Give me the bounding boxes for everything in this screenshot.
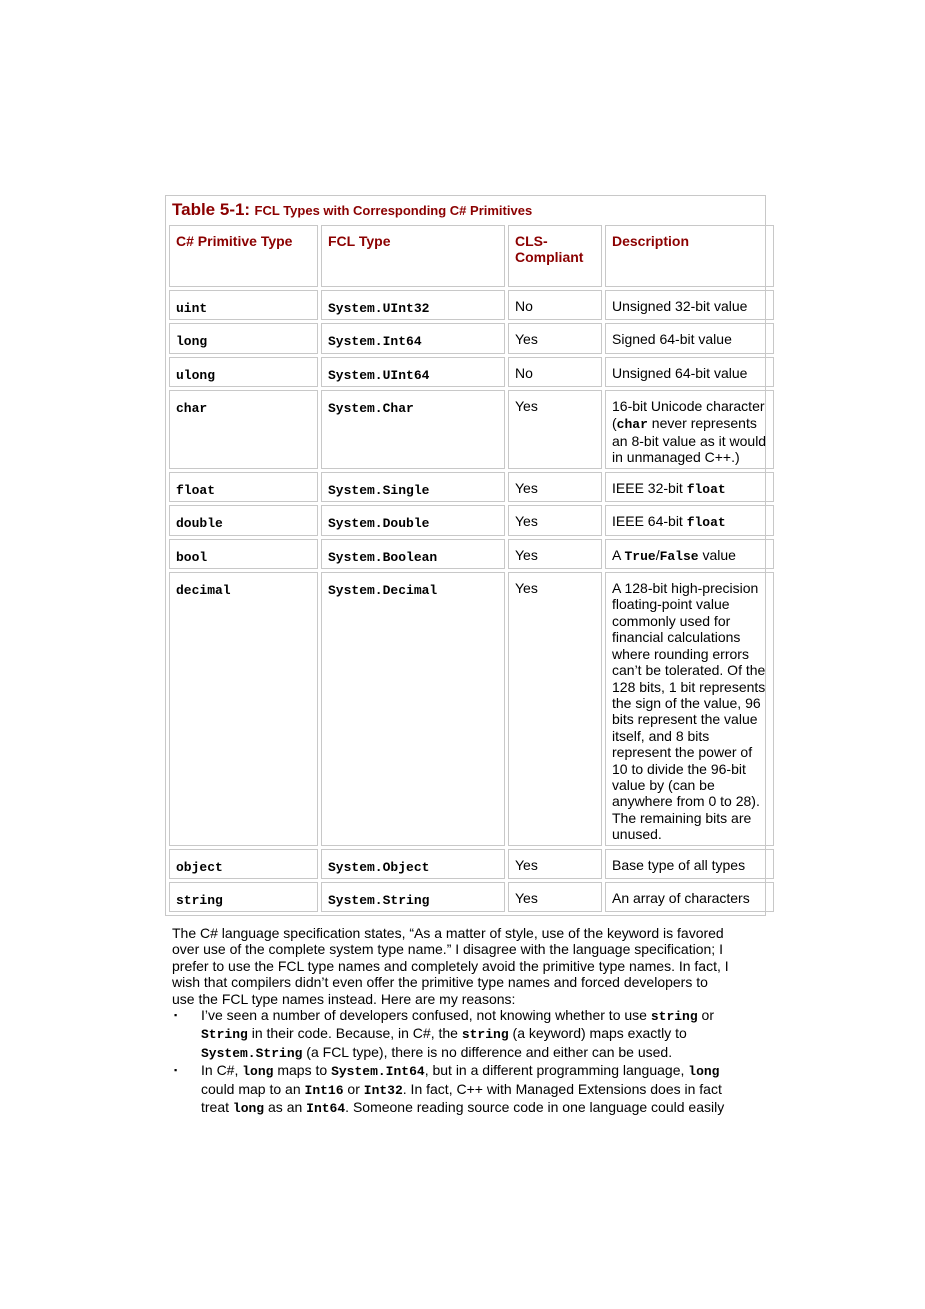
primitive-type-cell (169, 323, 318, 353)
fcl-type-cell-text: System.Single (328, 482, 430, 498)
table-row (169, 849, 774, 879)
description-cell (605, 849, 774, 879)
inline-text: or (697, 1007, 714, 1024)
cls-compliant-cell-text: Yes (515, 546, 538, 563)
cls-compliant-cell (508, 539, 602, 569)
cls-compliant-cell-text: No (515, 298, 533, 314)
primitive-type-cell-text: double (176, 516, 223, 532)
inline-code: Int64 (306, 1101, 346, 1117)
fcl-type-cell (321, 390, 505, 469)
primitive-type-cell (169, 472, 318, 502)
list-item-line (201, 1099, 732, 1117)
type-table-container (165, 195, 766, 916)
description-text: An array of characters (612, 889, 750, 906)
primitive-type-cell-text: float (176, 482, 216, 498)
table-body (169, 290, 774, 912)
list-item-line (201, 1044, 732, 1062)
description-cell (605, 323, 774, 353)
primitive-type-cell-text: uint (176, 301, 208, 316)
primitive-type-cell (169, 572, 318, 846)
description-code: float (686, 515, 726, 531)
list-item-line (201, 1081, 732, 1099)
description-text: never represents an 8-bit value as it would in unmanaged C++.) (612, 414, 767, 466)
inline-code: long (232, 1101, 265, 1117)
description-cell (605, 882, 774, 912)
description-cell (605, 539, 774, 569)
inline-code: Int32 (363, 1082, 403, 1098)
fcl-type-cell (321, 505, 505, 535)
fcl-type-cell (321, 849, 505, 879)
primitive-type-cell (169, 357, 318, 387)
list-item-line (201, 1025, 732, 1043)
bullet-icon: ▪ (174, 1065, 178, 1076)
description-cell (605, 357, 774, 387)
table-row (169, 505, 774, 535)
primitive-type-cell (169, 882, 318, 912)
cls-compliant-cell (508, 290, 602, 320)
primitive-type-cell-text: bool (176, 549, 208, 565)
list-item (172, 1062, 732, 1117)
table-caption (166, 196, 765, 224)
inline-text: . In fact, C++ with Managed Extensions does in fact (402, 1080, 722, 1097)
description-text: IEEE 32-bit (612, 479, 687, 496)
inline-text: or (343, 1080, 364, 1097)
primitive-type-cell-text: decimal (176, 583, 231, 599)
description-cell (605, 572, 774, 846)
inline-code: string (461, 1027, 509, 1043)
fcl-type-cell-text: System.Boolean (328, 549, 438, 565)
primitive-type-cell-text: ulong (176, 367, 216, 383)
table-row (169, 882, 774, 912)
cls-compliant-cell (508, 505, 602, 535)
description-text: Signed 64-bit value (612, 331, 732, 348)
fcl-type-cell (321, 539, 505, 569)
description-code: False (659, 548, 699, 564)
cls-compliant-cell (508, 849, 602, 879)
table-row (169, 323, 774, 353)
primitive-type-cell-text: object (176, 859, 223, 875)
description-text: Base type of all types (612, 856, 746, 873)
description-text: IEEE 64-bit (612, 513, 687, 530)
description-text: Unsigned 64-bit value (612, 364, 748, 381)
cls-compliant-cell-text: Yes (515, 889, 538, 906)
description-text: Unsigned 32-bit value (612, 298, 748, 314)
cls-compliant-cell-text: Yes (515, 479, 538, 496)
description-text: A (612, 546, 625, 563)
table-row (169, 539, 774, 569)
primitive-type-cell (169, 539, 318, 569)
description-cell (605, 390, 774, 469)
fcl-type-cell-text: System.Decimal (328, 583, 438, 599)
list-item-line (201, 1007, 732, 1025)
fcl-type-cell-text: System.Char (328, 401, 414, 417)
list-item-line (201, 1062, 732, 1080)
bullet-icon: ▪ (174, 1010, 178, 1021)
cls-compliant-cell (508, 882, 602, 912)
description-text: 16-bit Unicode character ( (612, 398, 765, 431)
description-cell (605, 505, 774, 535)
inline-code: Int16 (304, 1082, 344, 1098)
cls-compliant-cell (508, 472, 602, 502)
fcl-type-cell (321, 290, 505, 320)
body-text (172, 925, 732, 1117)
cls-compliant-cell-text: Yes (515, 398, 538, 415)
fcl-type-cell-text: System.UInt64 (328, 367, 430, 383)
inline-code: string (650, 1009, 698, 1025)
inline-text: could map to an (201, 1080, 305, 1097)
inline-text: (a FCL type), there is no difference and either can be used. (302, 1043, 673, 1060)
table-caption-number: Table 5-1: (172, 200, 251, 219)
description-code: char (616, 416, 648, 432)
inline-text: as an (264, 1099, 307, 1116)
primitive-type-cell (169, 390, 318, 469)
cls-compliant-cell-text: No (515, 364, 533, 381)
primitive-type-cell-text: char (176, 401, 208, 417)
inline-code: String (201, 1027, 248, 1043)
fcl-type-cell (321, 357, 505, 387)
inline-text: I’ve seen a number of developers confused, not knowing whether to use (201, 1007, 651, 1024)
description-cell (605, 290, 774, 320)
fcl-type-cell-text: System.UInt32 (328, 301, 430, 316)
description-code: True (624, 548, 656, 564)
inline-code: System.String (201, 1045, 303, 1061)
intro-paragraph: The C# language specification states, “As a matter of style, use of the keyword is favored over use of the complete system type name.” I disagree with the language specification; I prefer to use the FCL type names and completely avoid the primitive type names. In fact, I wish that compilers didn’t even offer the primitive type names and forced developers to use the FCL type names instead. Here are my reasons: (172, 925, 729, 1007)
fcl-type-cell-text: System.String (328, 892, 430, 908)
cls-compliant-cell-text: Yes (515, 513, 538, 530)
cls-compliant-cell (508, 357, 602, 387)
header-fcl: FCL Type (321, 225, 505, 287)
table-caption-title: FCL Types with Corresponding C# Primitives (254, 203, 533, 218)
primitive-type-cell (169, 505, 318, 535)
inline-text: , but in a different programming language, (424, 1062, 689, 1079)
inline-text: in their code. Because, in C#, the (247, 1025, 462, 1042)
cls-compliant-cell (508, 572, 602, 846)
inline-code: long (242, 1064, 274, 1080)
primitive-type-cell-text: string (176, 892, 223, 908)
table-row (169, 357, 774, 387)
primitive-type-cell (169, 290, 318, 320)
description-cell (605, 472, 774, 502)
description-code: float (686, 481, 726, 497)
fcl-type-cell (321, 323, 505, 353)
cls-compliant-cell (508, 390, 602, 469)
table-row (169, 572, 774, 846)
cls-compliant-cell-text: Yes (515, 856, 538, 873)
table-row (169, 290, 774, 320)
fcl-type-cell-text: System.Int64 (328, 334, 422, 350)
table-row (169, 472, 774, 502)
fcl-type-cell (321, 572, 505, 846)
cls-compliant-cell (508, 323, 602, 353)
description-text: A 128-bit high-precision floating-point value commonly used for financial calculations where rounding errors can’t be tolerated. Of the 128 bits, 1 bit represents the sign of the value, 96 bits represent the value itself, and 8 bits represent the power of 10 to divide the 96-bit value by (can be anywhere from 0 to 28). The remaining bits are unused. (612, 580, 766, 843)
reasons-list (172, 1007, 732, 1117)
inline-text: (a keyword) maps exactly to (508, 1025, 687, 1042)
fcl-type-cell (321, 472, 505, 502)
inline-text: treat (201, 1099, 233, 1116)
header-primitive: C# Primitive Type (169, 225, 318, 287)
inline-text: In C#, (201, 1062, 243, 1079)
inline-code: long (688, 1064, 720, 1080)
cls-compliant-cell-text: Yes (515, 580, 538, 597)
primitive-type-cell-text: long (176, 334, 208, 350)
table-header-row (169, 225, 774, 287)
description-text: value (698, 546, 736, 563)
fcl-type-cell (321, 882, 505, 912)
table-row (169, 390, 774, 469)
description-text: / (655, 546, 660, 563)
cls-compliant-cell-text: Yes (515, 331, 538, 348)
fcl-type-cell-text: System.Double (328, 516, 430, 532)
primitive-type-cell (169, 849, 318, 879)
inline-code: System.Int64 (331, 1064, 425, 1080)
header-cls: CLS-Compliant (508, 225, 602, 287)
fcl-types-table (166, 222, 777, 915)
inline-text: maps to (273, 1062, 332, 1079)
header-description: Description (605, 225, 774, 287)
inline-text: . Someone reading source code in one language could easily (345, 1099, 725, 1116)
fcl-type-cell-text: System.Object (328, 859, 430, 875)
list-item (172, 1007, 732, 1062)
